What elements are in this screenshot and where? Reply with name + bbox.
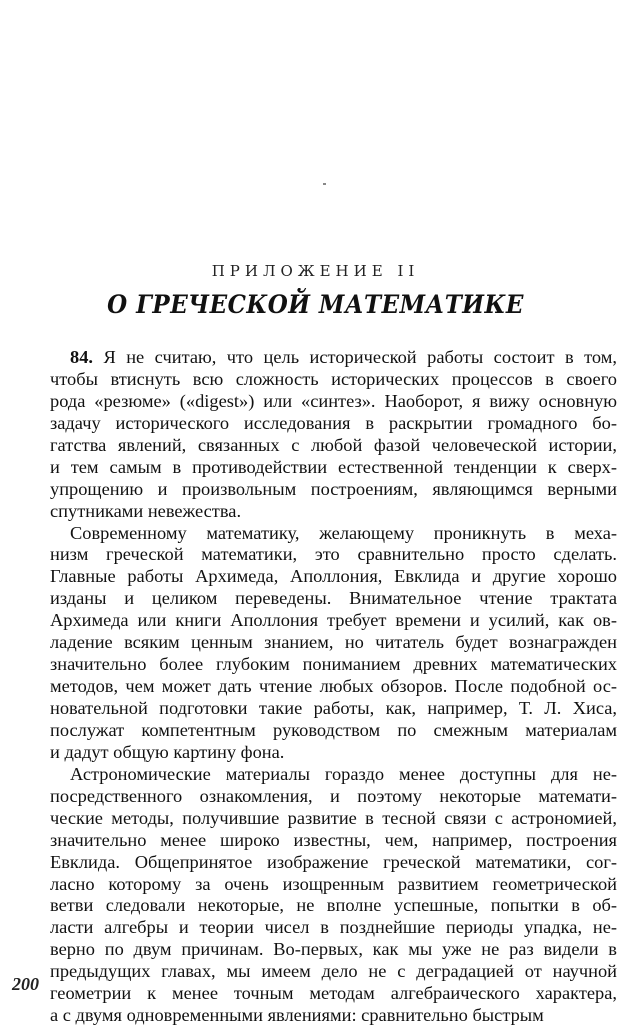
text-line [50, 632, 617, 654]
text-line [50, 588, 617, 610]
line-text: упрощению и произвольным построениям, являющимся верными [50, 478, 617, 499]
paragraph [50, 523, 617, 764]
line-text: значительно менее широко известны, чем, например, построения [50, 829, 617, 850]
text-line [50, 676, 617, 698]
line-text: новательной подготовки такие работы, как, например, Т. Л. Хиса, [50, 698, 617, 718]
line-text: гатства явлений, связанных с любой фазой человеческой истории, [50, 434, 617, 455]
text-line [50, 610, 617, 632]
line-text: рода «резюме» («digest») или «синтез». Наоборот, я вижу основную [50, 390, 617, 411]
line-text: чтобы втиснуть всю сложность исторических процессов в своего [50, 368, 617, 389]
text-line [50, 1005, 617, 1027]
text-line [50, 852, 617, 874]
text-line [50, 391, 617, 413]
line-text: ласно которому за очень изощренным развитием геометрической [50, 873, 617, 894]
text-line [50, 523, 617, 545]
text-line [50, 413, 617, 435]
line-text: Евклида. Общепринятое изображение греческой математики, сог- [50, 851, 617, 872]
text-line [50, 501, 617, 523]
line-text: а с двумя одновременными явлениями: сравнительно быстрым [50, 1005, 544, 1026]
line-text: Я не считаю, что цель исторической работы состоит в том, [103, 347, 618, 367]
line-text: методов, чем может дать чтение любых обзоров. После подобной ос- [50, 676, 617, 697]
text-line [50, 654, 617, 676]
line-text: спутниками невежества. [50, 500, 242, 521]
text-line [50, 369, 617, 391]
text-line [50, 961, 617, 983]
text-line [50, 786, 617, 808]
print-speck [323, 183, 326, 185]
text-line [50, 566, 617, 588]
text-line [50, 874, 617, 896]
text-line [50, 917, 617, 939]
text-line [50, 720, 617, 742]
line-text: геометрии к менее точным методам алгебраического характера, [50, 983, 617, 1004]
body-text [50, 347, 617, 1027]
line-text: значительно более глубоким пониманием древних математических [50, 654, 617, 675]
page-number: 200 [12, 974, 39, 994]
text-line [50, 457, 617, 479]
text-line [50, 435, 617, 457]
paragraph-number: 84. [70, 347, 104, 367]
line-text: ласти алгебры и теории чисел в позднейшие периоды упадка, не- [50, 917, 617, 938]
line-text: ладение всяким ценным знанием, но читатель будет вознагражден [50, 632, 617, 653]
line-text: ветви следовали некоторые, не вполне успешные, попытки в об- [50, 895, 617, 916]
line-text: Главные работы Архимеда, Аполлония, Евклида и другие хорошо [50, 566, 617, 587]
line-text: Астрономические материалы гораздо менее доступны для не- [70, 763, 617, 784]
line-text: послужат компетентным руководством по смежным материалам [50, 719, 617, 740]
line-text: предыдущих главах, мы имеем дело не с деградацией от научной [50, 961, 617, 982]
line-text: ческие методы, получившие развитие в тесной связи с астрономией, [50, 807, 617, 828]
appendix-label: ПРИЛОЖЕНИЕ II [211, 262, 420, 280]
line-text: изданы и целиком переведены. Внимательное чтение трактата [50, 588, 617, 609]
text-line [50, 347, 617, 369]
text-line [50, 830, 617, 852]
text-line [50, 895, 617, 917]
text-line [50, 698, 617, 720]
text-line [50, 544, 617, 566]
text-line [50, 939, 617, 961]
line-text: и дадут общую картину фона. [50, 741, 285, 762]
line-text: посредственного ознакомления, и поэтому некоторые математи- [50, 785, 617, 806]
text-line [50, 742, 617, 764]
line-text: Современному математику, желающему проникнуть в меха- [70, 522, 617, 543]
text-line [50, 808, 617, 830]
text-line [50, 983, 617, 1005]
line-text: и тем самым в противодействии естественной тенденции к сверх- [50, 456, 617, 477]
line-text: Архимеда или книги Аполлония требует времени и усилий, как ов- [50, 610, 617, 631]
line-text: низм греческой математики, это сравнительно просто сделать. [50, 544, 617, 565]
paragraph [50, 764, 617, 1027]
line-text: верно по двум причинам. Во-первых, как мы уже не раз видели в [50, 939, 617, 960]
text-line [50, 479, 617, 501]
text-line [50, 764, 617, 786]
paragraph [50, 347, 617, 523]
line-text: задачу исторического исследования в раскрытии громадного бо- [50, 412, 617, 433]
chapter-title: О ГРЕЧЕСКОЙ МАТЕМАТИКЕ [107, 290, 524, 319]
